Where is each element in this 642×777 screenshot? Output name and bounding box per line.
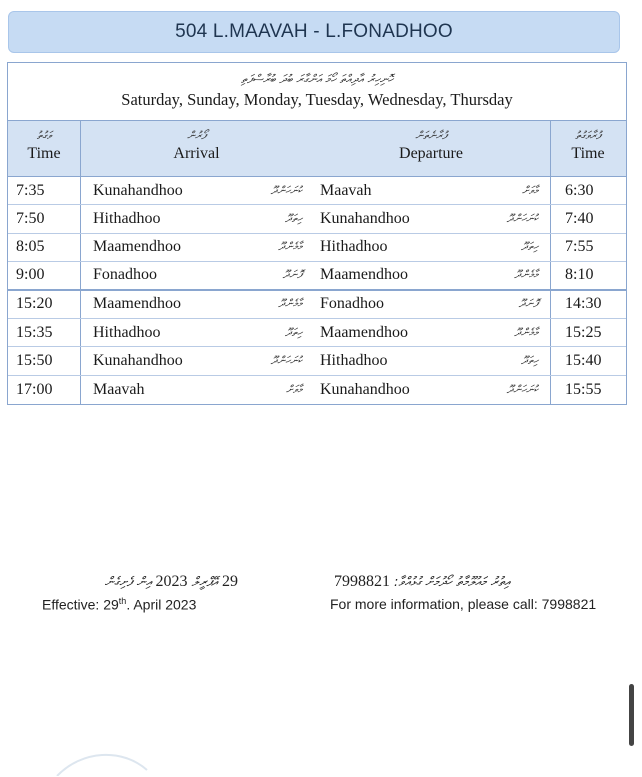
route-title: 504 L.MAAVAH - L.FONADHOO [175, 21, 453, 42]
departure-name-dv: ފޮނަދޫ [518, 297, 538, 311]
effective-date-english [42, 596, 242, 613]
table-row [8, 376, 626, 404]
arrival-time: 17:00 [8, 376, 81, 404]
arrival-place [81, 234, 312, 261]
contact-info-dhivehi [330, 568, 630, 596]
arrival-name: Hithadhoo [93, 323, 161, 341]
column-departure [312, 121, 550, 176]
effective-day: 29 [222, 573, 238, 590]
arrival-name: Maamendhoo [93, 238, 181, 256]
arrival-name-dv: މާމެންދޫ [278, 240, 302, 254]
arrival-place [81, 177, 312, 204]
arrival-time: 7:35 [8, 177, 81, 204]
contact-info-dv-text: އިތުރު މައުލޫމާތު ހޯދުމަށް ގުޅުއްވާ: [394, 574, 510, 590]
departure-place [312, 376, 550, 404]
departure-place [312, 347, 550, 374]
arrival-name: Kunahandhoo [93, 181, 183, 199]
departure-name-dv: ކުނަހަންދޫ [506, 212, 538, 226]
arrival-time: 9:00 [8, 262, 81, 288]
departure-name-dv: މާމެންދޫ [514, 268, 538, 282]
table-row [8, 347, 626, 375]
departure-name: Maamendhoo [320, 266, 408, 284]
arrival-name: Maamendhoo [93, 295, 181, 313]
departure-name-dv: މާމެންދޫ [514, 325, 538, 339]
departure-name-dv: މާވަށް [522, 183, 538, 197]
arrival-time: 8:05 [8, 234, 81, 261]
arrival-name-dv: ކުނަހަންދޫ [270, 183, 302, 197]
departure-time: 15:25 [550, 319, 625, 346]
departure-place [312, 319, 550, 346]
departure-name: Maavah [320, 181, 372, 199]
arrival-place [81, 319, 312, 346]
arrival-time: 15:50 [8, 347, 81, 374]
table-row [8, 234, 626, 262]
effective-suffix-dv: އިން ފެށިގެން [104, 574, 152, 590]
scrollbar[interactable] [629, 684, 634, 746]
arrival-time: 15:20 [8, 291, 81, 318]
arrival-name-dv: ފޮނަދޫ [282, 268, 302, 282]
column-departure-time-dv: ފުރާވަގުތު [575, 129, 601, 142]
effective-ordinal: th [118, 596, 127, 606]
table-row [8, 291, 626, 319]
decorative-swirl [52, 748, 152, 776]
column-arrival-dv: ފޯރުން [187, 129, 206, 142]
departure-name: Fonadhoo [320, 295, 384, 313]
effective-year: 2023 [155, 573, 188, 590]
table-row [8, 319, 626, 347]
departure-name: Kunahandhoo [320, 210, 410, 228]
departure-place [312, 291, 550, 318]
arrival-name-dv: ހިތަދޫ [285, 325, 302, 339]
table-row [8, 262, 626, 290]
effective-label: Effective: 29 [42, 596, 119, 613]
arrival-name: Fonadhoo [93, 266, 157, 284]
column-departure-time [550, 121, 625, 176]
departure-place [312, 234, 550, 261]
trip-rows [8, 177, 626, 404]
departure-place [312, 262, 550, 288]
departure-name: Hithadhoo [320, 352, 388, 370]
arrival-name-dv: މާވަށް [286, 382, 302, 396]
column-departure-label: Departure [399, 145, 463, 162]
table-row [8, 177, 626, 205]
departure-name-dv: ހިތަދޫ [521, 240, 538, 254]
departure-time: 8:10 [550, 262, 625, 288]
arrival-name: Hithadhoo [93, 210, 161, 228]
contact-info-english[interactable]: For more information, please call: 7998821 [330, 596, 597, 612]
column-arrival-time-dv: ވަގުތު [36, 129, 52, 142]
arrival-place [81, 262, 312, 288]
arrival-name-dv: މާމެންދޫ [278, 297, 302, 311]
departure-time: 15:40 [550, 347, 625, 374]
arrival-name: Kunahandhoo [93, 352, 183, 370]
schedule-table [7, 62, 627, 405]
departure-name: Maamendhoo [320, 323, 408, 341]
departure-name-dv: ކުނަހަންދޫ [506, 382, 538, 396]
column-arrival-time-label: Time [27, 145, 61, 162]
column-headers [8, 121, 626, 177]
column-departure-time-label: Time [571, 145, 605, 162]
departure-place [312, 177, 550, 204]
column-arrival-label: Arrival [173, 145, 220, 162]
operating-days [8, 63, 626, 121]
arrival-name-dv: ހިތަދޫ [285, 212, 302, 226]
operating-days-english: Saturday, Sunday, Monday, Tuesday, Wednesday, Thursday [121, 90, 513, 109]
departure-time: 15:55 [550, 376, 625, 404]
departure-place [312, 205, 550, 232]
arrival-place [81, 291, 312, 318]
arrival-place [81, 376, 312, 404]
column-arrival-time [8, 121, 81, 176]
arrival-name: Maavah [93, 380, 145, 398]
column-departure-dv: ފުރާނެތަން [415, 129, 447, 142]
operating-days-dhivehi: ހޮނިހިރު އާދިއްތަ ހޯމަ އަންގާރަ ބުދަ ބުރާސްފަތި [241, 72, 393, 86]
arrival-time: 15:35 [8, 319, 81, 346]
departure-time: 6:30 [550, 177, 625, 204]
contact-info [330, 568, 630, 612]
departure-name: Kunahandhoo [320, 380, 410, 398]
effective-month-dv: އޭޕްރީލް [191, 574, 218, 590]
departure-time: 14:30 [550, 291, 625, 318]
departure-name-dv: ހިތަދޫ [521, 354, 538, 368]
effective-date [42, 568, 242, 613]
departure-name: Hithadhoo [320, 238, 388, 256]
departure-time: 7:55 [550, 234, 625, 261]
departure-time: 7:40 [550, 205, 625, 232]
arrival-place [81, 205, 312, 232]
table-row [8, 205, 626, 233]
arrival-time: 7:50 [8, 205, 81, 232]
effective-date-dhivehi [42, 568, 242, 596]
column-arrival [81, 121, 312, 176]
arrival-name-dv: ކުނަހަންދޫ [270, 354, 302, 368]
route-header [8, 11, 620, 53]
effective-date-rest: . April 2023 [126, 596, 197, 613]
contact-number-dv: 7998821 [334, 573, 390, 590]
arrival-place [81, 347, 312, 374]
